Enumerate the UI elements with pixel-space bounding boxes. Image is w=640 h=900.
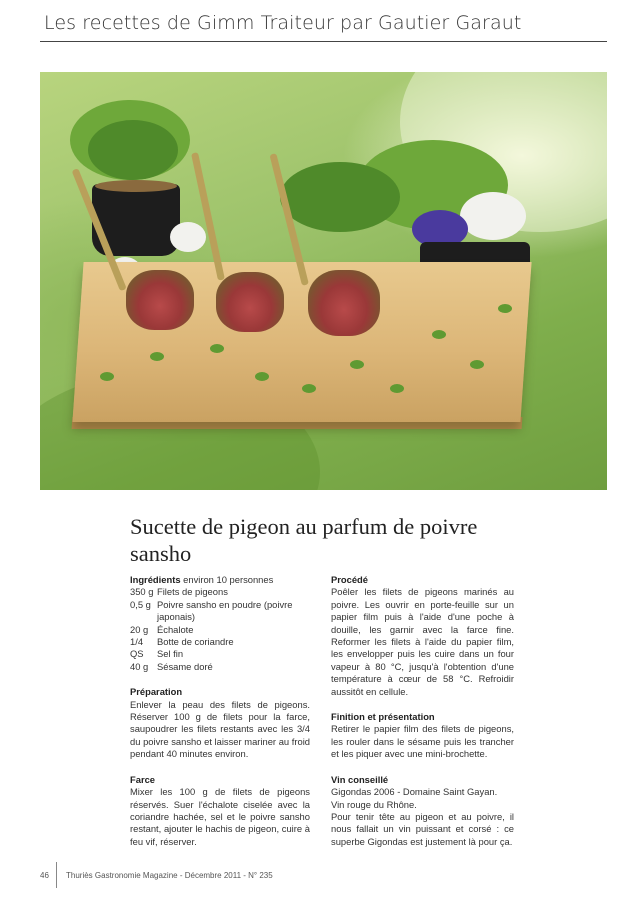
ingredient-name: Filets de pigeons — [157, 586, 228, 598]
procede-text: Poêler les filets de pigeons marinés au poivre. Les ouvrir en porte-feuille sur un papier film puis à l'aide d'une poche à douille, les garnir avec la farce fine. Reformer les filets à l'aide du papier film, les envelopper puis les cuire dans un four vapeur à 80 °C, jusqu'à l'obtention d'une température à cœur de 58 °C. Refroidir aussitôt en cellule. — [331, 586, 514, 697]
preparation-heading: Préparation — [130, 686, 183, 698]
wine-text: Pour tenir tête au pigeon et au poivre, il nous fallait un vin puissant et corsé : ce superbe Gigondas est justement là pour ça. — [331, 810, 514, 847]
pigeon-lollipop — [126, 270, 194, 330]
white-flower — [170, 222, 206, 252]
recipe-photo — [40, 72, 607, 490]
preparation-text: Enlever la peau des filets de pigeons. Réserver 100 g de filets pour la farce, saupoudrer les filets restants avec les 3/4 du poivre sansho et laisser mariner au froid pendant 40 minutes environ. — [130, 698, 310, 760]
pigeon-lollipop — [308, 270, 380, 336]
left-column — [130, 574, 310, 848]
page-number: 46 — [40, 871, 49, 880]
herb-leaf — [150, 352, 164, 361]
finition-text: Retirer le papier film des filets de pigeons, les rouler dans le sésame puis les trancher et les piquer avec une mini-brochette. — [331, 723, 514, 760]
wine-name: Gigondas 2006 - Domaine Saint Gayan. — [331, 786, 498, 798]
ingredient-qty: 20 g — [130, 623, 149, 635]
servings: environ 10 personnes — [180, 574, 274, 585]
herb-leaf — [432, 330, 446, 339]
finition-heading: Finition et présentation — [331, 711, 435, 723]
publication-info: Thuriès Gastronomie Magazine - Décembre 2011 - N° 235 — [66, 871, 273, 880]
ingredient-name: Poivre sansho en poudre (poivre japonais) — [157, 598, 293, 623]
ingredients-list — [130, 586, 310, 673]
ingredient-name: Sésame doré — [157, 660, 213, 672]
ingredient-qty: 40 g — [130, 660, 149, 672]
pigeon-lollipop — [216, 272, 284, 332]
ingredient-row — [130, 661, 310, 673]
header-divider — [40, 41, 607, 42]
page-footer — [40, 871, 273, 888]
herb-leaf — [470, 360, 484, 369]
herb-leaf — [350, 360, 364, 369]
ingredient-qty: QS — [130, 648, 144, 660]
herb-leaf — [255, 372, 269, 381]
ingredient-row — [130, 648, 310, 660]
footer-divider — [56, 862, 57, 888]
herb-leaf — [390, 384, 404, 393]
farce-text: Mixer les 100 g de filets de pigeons réservés. Suer l'échalote ciselée avec la coriandre hachée, sel et le poivre sansho restant, ajouter le hachis de pigeon, cuire à feu vif, réserver. — [130, 786, 310, 847]
microgreens — [88, 120, 178, 180]
herb-leaf — [302, 384, 316, 393]
herb-bouquet — [280, 162, 400, 232]
ingredients-header — [130, 574, 310, 586]
ingredient-name: Botte de coriandre — [157, 636, 234, 648]
recipe-title: Sucette de pigeon au parfum de poivre sansho — [130, 514, 478, 566]
ingredient-qty: 350 g — [130, 586, 154, 598]
ingredient-qty: 1/4 — [130, 636, 144, 648]
ingredient-row — [130, 624, 310, 636]
page-header-title: Les recettes de Gimm Traiteur par Gautier Garaut — [44, 12, 522, 34]
ingredient-row — [130, 599, 310, 624]
ingredient-name: Échalote — [157, 623, 194, 635]
procede-heading: Procédé — [331, 574, 368, 585]
ingredient-name: Sel fin — [157, 648, 184, 660]
right-column — [331, 574, 514, 848]
farce-heading: Farce — [130, 773, 156, 785]
white-flower — [460, 192, 526, 240]
wine-heading: Vin conseillé — [331, 773, 389, 785]
herb-leaf — [100, 372, 114, 381]
pot-soil — [95, 180, 177, 192]
ingredient-row — [130, 636, 310, 648]
ingredient-row — [130, 586, 310, 598]
ingredients-heading: Ingrédients — [130, 574, 181, 585]
herb-leaf — [210, 344, 224, 353]
herb-leaf — [498, 304, 512, 313]
wine-type: Vin rouge du Rhône. — [331, 798, 417, 810]
ingredient-qty: 0,5 g — [130, 598, 151, 610]
